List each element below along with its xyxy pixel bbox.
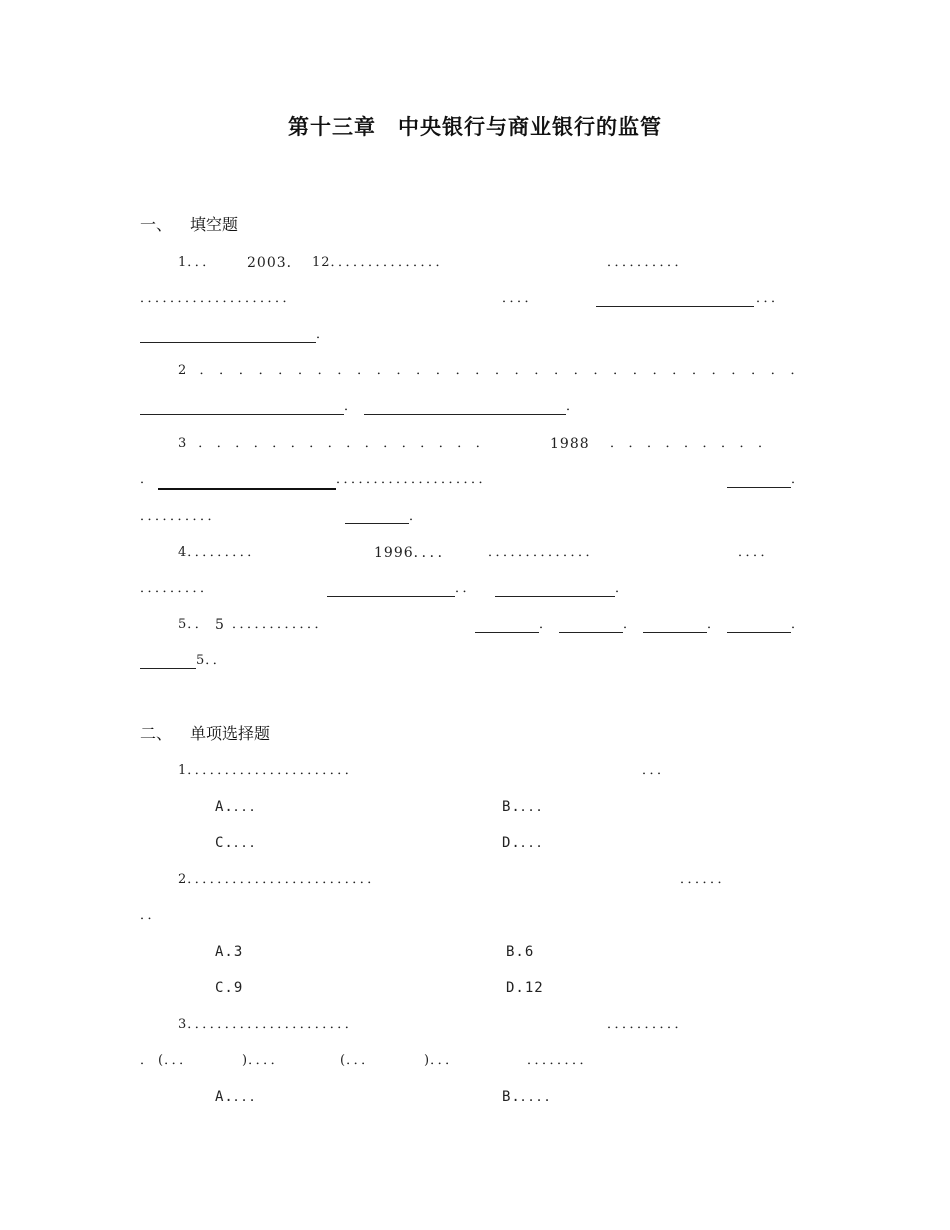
question-text: ．．．	[756, 291, 786, 306]
question-text: ．．．．	[502, 291, 539, 306]
answer-blank	[495, 596, 615, 597]
question-text: 5．．	[178, 617, 209, 632]
question-text: ．．．．	[738, 545, 775, 560]
question-text: ．．．．．．．．	[527, 1053, 594, 1068]
question-text: 1996．．．．	[374, 545, 453, 561]
question-text: 1988	[550, 436, 590, 452]
section-title: 单项选择题	[190, 724, 271, 743]
answer-blank	[559, 632, 623, 633]
question-text: ．	[344, 399, 359, 414]
answer-blank	[140, 342, 316, 343]
question-text: 12．．．．．．．．．．．．．．．	[312, 255, 450, 270]
question-text: ．．．．．．．．．	[610, 436, 784, 451]
question-text: )．．．．	[242, 1053, 285, 1068]
option-c: C.9	[215, 980, 244, 996]
question-text: 5．．	[196, 653, 227, 668]
question-text: 3．．．．．．．．．．．．．．．．．．．．．．	[178, 1017, 359, 1032]
question-text: ．．	[455, 581, 477, 596]
page-title: 第十三章 中央银行与商业银行的监管	[288, 115, 662, 139]
answer-blank	[643, 632, 707, 633]
question-text: ．．．．．．．．．．	[607, 255, 689, 270]
answer-blank	[364, 414, 566, 415]
answer-blank	[727, 632, 791, 633]
section-title: 填空题	[190, 215, 239, 234]
answer-blank	[345, 523, 409, 524]
question-text: (．．．	[340, 1053, 376, 1068]
question-text: ．	[566, 399, 581, 414]
question-text: ．	[707, 617, 722, 632]
question-text: 5	[215, 617, 225, 633]
question-text: 4．．．．．．．．．	[178, 545, 262, 560]
option-c: C.．．．	[215, 835, 265, 851]
question-text: 2003．	[247, 255, 302, 271]
section-number: 二、	[140, 724, 173, 743]
question-text: ．．．．．．．．．．．．．．．．．．．．	[336, 472, 493, 487]
question-text: (．．．	[158, 1053, 194, 1068]
question-text: ．	[140, 472, 155, 487]
option-b: B.6	[506, 944, 535, 960]
question-number: 1．．．	[178, 255, 217, 270]
option-b: B.．．．	[502, 799, 552, 815]
question-text: ．	[539, 617, 554, 632]
answer-blank	[140, 668, 196, 669]
question-text: 3．．．．．．．．．．．．．．．．	[178, 436, 501, 451]
answer-blank	[327, 596, 455, 597]
answer-blank	[475, 632, 539, 633]
option-a: A.．．．	[215, 1089, 265, 1105]
question-text: ．	[615, 581, 630, 596]
option-d: D.12	[506, 980, 544, 996]
section-number: 一、	[140, 215, 173, 234]
question-text: )．．．	[424, 1053, 460, 1068]
option-b: B.．．．．	[502, 1089, 560, 1105]
question-text: 2．．．．．．．．．．．．．．．．．．．．．．．．．．．．．．．	[178, 363, 817, 378]
question-text: ．	[623, 617, 638, 632]
question-text: 2．．．．．．．．．．．．．．．．．．．．．．．．．	[178, 872, 382, 887]
question-text: ．．．	[642, 763, 672, 778]
question-text: ．．	[140, 908, 162, 923]
question-text: ．	[791, 617, 806, 632]
question-text: ．．．．．．．．．．．．	[232, 617, 329, 632]
answer-blank	[140, 414, 344, 415]
question-text: ．．．．．．．．．	[140, 581, 215, 596]
question-text: ．．．．．．．．．．	[140, 509, 222, 524]
question-text: ．	[409, 509, 424, 524]
question-text: ．．．．．．．．．．．．．．．．．．．．	[140, 291, 297, 306]
question-text: ．．．．．．	[680, 872, 732, 887]
option-a: A.3	[215, 944, 244, 960]
answer-blank	[158, 488, 336, 490]
option-a: A.．．．	[215, 799, 265, 815]
question-text: ．	[791, 472, 806, 487]
question-text: ．	[316, 327, 331, 342]
question-text: ．	[140, 1053, 155, 1068]
answer-blank	[596, 306, 754, 307]
question-text: ．．．．．．．．．．．．．．	[488, 545, 600, 560]
answer-blank	[727, 487, 791, 488]
option-d: D.．．．	[502, 835, 552, 851]
question-text: ．．．．．．．．．．	[607, 1017, 689, 1032]
question-text: 1．．．．．．．．．．．．．．．．．．．．．．	[178, 763, 359, 778]
